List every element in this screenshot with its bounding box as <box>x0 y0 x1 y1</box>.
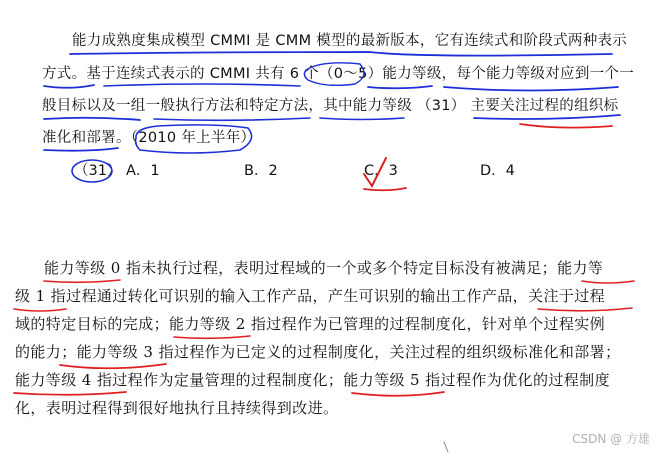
underline-mark <box>364 188 406 190</box>
underline-mark <box>44 148 118 151</box>
option-c[interactable]: C．3 <box>364 163 398 179</box>
explanation-line-6: 化，表明过程得到很好地执行且持续得到改进。 <box>15 399 339 417</box>
underline-mark <box>174 336 250 338</box>
explanation-line-3: 域的特定目标的完成；能力等级 2 指过程作为已管理的过程制度化，针对单个过程实例 <box>15 315 606 333</box>
underline-mark <box>60 364 166 368</box>
question-line-3: 般目标以及一组一般执行方法和特定方法，其中能力等级 （31） 主要关注过程的组织标 <box>42 98 619 114</box>
underline-mark <box>538 308 632 311</box>
tick-mark <box>444 442 448 452</box>
underline-mark <box>70 52 612 56</box>
question-line-4: 准化和部署。（2010 年上半年） <box>42 130 256 146</box>
option-b[interactable]: B．2 <box>244 163 278 179</box>
underline-mark <box>14 392 126 395</box>
underline-mark <box>520 124 612 128</box>
question-number: （31） <box>74 163 122 179</box>
underline-mark <box>44 280 120 282</box>
option-a[interactable]: A．1 <box>126 163 160 179</box>
answer-options <box>74 161 654 181</box>
question-line-2: 方式。基于连续式表示的 CMMI 共有 6 个（0～5）能力等级，每个能力等级对应到一个一 <box>42 66 635 82</box>
underline-mark <box>154 118 310 120</box>
watermark: CSDN @ 方雄 <box>572 432 650 446</box>
underline-mark <box>582 281 634 283</box>
explanation-line-5: 能力等级 4 指过程作为定量管理的过程制度化；能力等级 5 指过程作为优化的过程制度 <box>15 371 610 389</box>
underline-mark <box>368 86 432 88</box>
underline-mark <box>104 84 300 86</box>
explanation-line-1: 能力等级 0 指未执行过程，表明过程域的一个或多个特定目标没有被满足；能力等 <box>44 259 604 277</box>
underline-mark <box>14 309 66 311</box>
explanation-line-4: 的能力；能力等级 3 指过程作为已定义的过程制度化，关注过程的组织级标准化和部署； <box>15 343 621 361</box>
underline-mark <box>44 118 140 120</box>
underline-mark <box>44 85 94 88</box>
underline-mark <box>320 118 404 120</box>
explanation-line-2: 级 1 指过程通过转化可识别的输入工作产品，产生可识别的输出工作产品，关注于过程 <box>15 287 606 305</box>
question-line-1: 能力成熟度集成模型 CMMI 是 CMM 模型的最新版本，它有连续式和阶段式两种表示 <box>72 33 628 49</box>
underline-mark <box>352 392 444 396</box>
option-d[interactable]: D．4 <box>480 163 515 179</box>
underline-mark <box>444 87 618 91</box>
